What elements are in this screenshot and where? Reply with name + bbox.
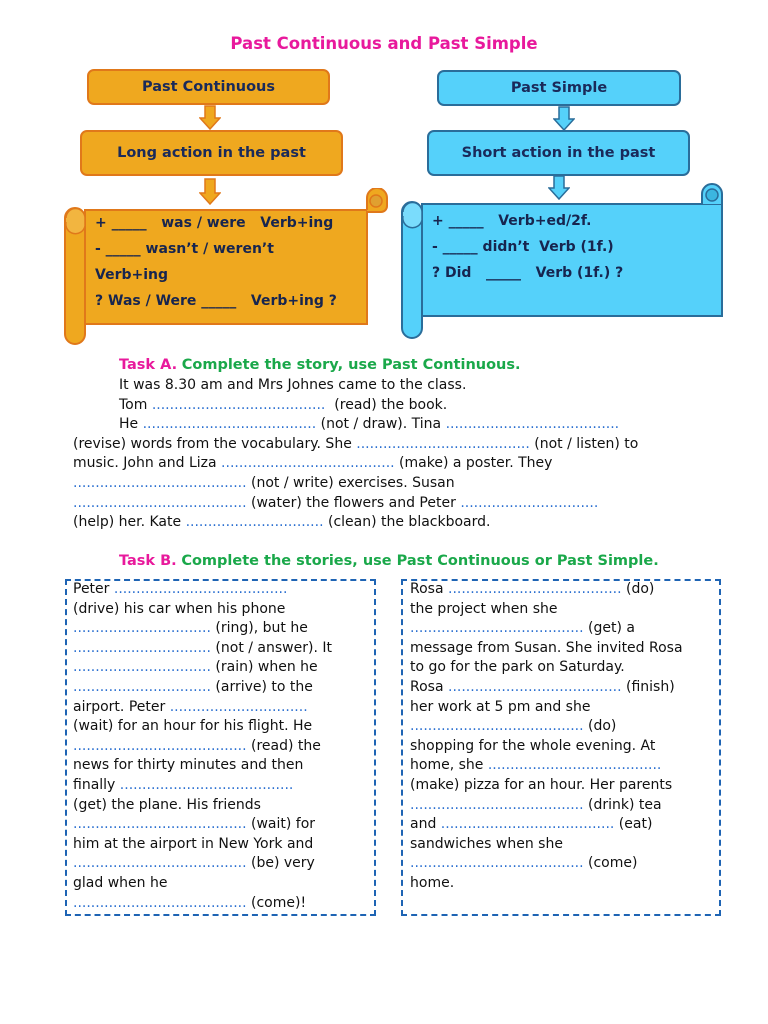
rule-positive: + _____ Verb+ed/2f. — [432, 213, 592, 229]
story-line — [73, 756, 373, 776]
blank-field[interactable]: ....................................... — [73, 494, 247, 511]
past-simple-use-label: Short action in the past — [461, 145, 656, 161]
story-text: and — [410, 816, 441, 833]
story-line — [73, 658, 373, 678]
story-line — [73, 894, 373, 914]
task-a-label: Task A. — [119, 357, 178, 373]
blank-field[interactable]: ....................................... — [445, 416, 620, 433]
story-line — [410, 776, 718, 796]
blank-field[interactable]: ............................... — [73, 659, 211, 676]
story-text: home, she — [410, 757, 488, 774]
story-text: (make) a poster. They — [394, 455, 553, 472]
story-text: (clean) the blackboard. — [323, 514, 491, 531]
blank-field[interactable]: ....................................... — [440, 816, 615, 833]
story-text: (rain) when he — [210, 659, 318, 676]
story-line — [73, 815, 373, 835]
page-title: Past Continuous and Past Simple — [230, 34, 538, 53]
story-text: (get) the plane. His friends — [73, 796, 261, 813]
past-continuous-header — [87, 69, 330, 105]
story-line — [410, 796, 718, 816]
story-line — [73, 678, 373, 698]
story-line — [73, 854, 373, 874]
story-peter — [73, 580, 373, 913]
story-text: (not / answer). It — [210, 639, 332, 656]
story-text: (water) the flowers and Peter — [246, 494, 461, 511]
story-text: airport. Peter — [73, 698, 170, 715]
story-line — [73, 396, 723, 416]
story-text: glad when he — [73, 874, 168, 891]
story-text: (not / write) exercises. Susan — [246, 474, 455, 491]
blank-field[interactable]: ....................................... — [73, 894, 247, 911]
blank-field[interactable]: ....................................... — [113, 581, 288, 597]
blank-field[interactable]: ....................................... — [142, 416, 317, 433]
story-line — [73, 796, 373, 816]
blank-field[interactable]: ....................................... — [448, 678, 622, 695]
story-text: (ring), but he — [210, 620, 308, 637]
past-continuous-use-label: Long action in the past — [117, 145, 306, 161]
story-text: Rosa — [410, 581, 448, 597]
task-b-instruction: Complete the stories, use Past Continuous or Past Simple. — [181, 553, 659, 569]
blank-field[interactable]: ....................................... — [73, 855, 247, 872]
story-line — [410, 737, 718, 757]
story-text: music. John and Liza — [73, 455, 222, 472]
story-line — [410, 600, 718, 620]
story-line — [73, 376, 723, 396]
story-line — [73, 776, 373, 796]
story-line — [410, 619, 718, 639]
blank-field[interactable]: ............................... — [73, 678, 211, 695]
story-text: (drink) tea — [583, 796, 662, 813]
story-text: finally — [73, 776, 120, 793]
story-line — [410, 580, 718, 600]
arrow-down-icon — [199, 105, 221, 130]
blank-field[interactable]: ....................................... — [410, 796, 584, 813]
past-simple-header — [437, 70, 681, 106]
story-text: (read) the book. — [325, 396, 448, 413]
story-text: home. — [410, 874, 455, 891]
past-simple-header-label: Past Simple — [510, 80, 608, 96]
story-text: (do) — [621, 581, 655, 597]
rule-negative: - _____ didn’t Verb (1f.) — [432, 239, 614, 255]
story-line — [410, 658, 718, 678]
story-text: (come)! — [246, 894, 307, 911]
blank-field[interactable]: ....................................... — [73, 737, 247, 754]
story-line — [410, 874, 718, 894]
blank-field[interactable]: ....................................... — [73, 816, 247, 833]
task-a-story — [73, 376, 723, 533]
blank-field[interactable]: ....................................... — [221, 455, 395, 472]
story-line — [410, 717, 718, 737]
rule-negative-cont: Verb+ing — [95, 267, 169, 283]
blank-field[interactable]: ....................................... — [73, 474, 247, 491]
story-text: He — [119, 416, 143, 433]
task-b-label: Task B. — [119, 553, 177, 569]
rule-question: ? Did _____ Verb (1f.) ? — [432, 265, 624, 281]
arrow-down-icon — [553, 106, 575, 131]
story-line — [73, 737, 373, 757]
past-continuous-header-label: Past Continuous — [141, 79, 276, 95]
blank-field[interactable]: ....................................... — [487, 757, 662, 774]
story-text: (read) the — [246, 737, 321, 754]
story-text: him at the airport in New York and — [73, 835, 314, 852]
story-text: It was 8.30 am and Mrs Johnes came to the class. — [119, 377, 467, 393]
blank-field[interactable]: ....................................... — [410, 855, 584, 872]
story-text: (wait) for — [246, 816, 316, 833]
story-text: (help) her. Kate — [73, 514, 186, 531]
story-line — [410, 639, 718, 659]
story-line — [73, 454, 723, 474]
story-rosa — [410, 580, 718, 894]
story-line — [410, 854, 718, 874]
task-a-heading — [119, 356, 521, 376]
story-text: shopping for the whole evening. At — [410, 737, 656, 754]
story-text: (revise) words from the vocabulary. She — [73, 435, 357, 452]
blank-field[interactable]: ............................... — [460, 494, 599, 511]
story-text: (eat) — [614, 816, 653, 833]
story-text: (wait) for an hour for his flight. He — [73, 718, 313, 735]
story-text: (drive) his car when his phone — [73, 600, 286, 617]
story-text: (not / draw). Tina — [316, 416, 446, 433]
blank-field[interactable]: ....................................... — [410, 620, 584, 637]
blank-field[interactable]: ............................... — [185, 514, 324, 531]
story-line — [73, 835, 373, 855]
story-line — [73, 494, 723, 514]
story-text: Peter — [73, 581, 114, 597]
past-continuous-use — [80, 130, 343, 176]
story-line — [73, 474, 723, 494]
story-line — [73, 639, 373, 659]
story-text: Tom — [119, 396, 152, 413]
story-line — [73, 717, 373, 737]
story-text: Rosa — [410, 678, 448, 695]
story-text: sandwiches when she — [410, 835, 563, 852]
story-text: (get) a — [583, 620, 635, 637]
story-text: to go for the park on Saturday. — [410, 659, 625, 676]
task-b-heading — [119, 552, 659, 572]
story-text: (not / listen) to — [529, 435, 639, 452]
story-line — [73, 580, 373, 600]
story-line — [410, 756, 718, 776]
blank-field[interactable]: ....................................... — [119, 776, 294, 793]
blank-field[interactable]: ....................................... — [151, 396, 326, 413]
blank-field[interactable]: ............................... — [169, 698, 308, 715]
story-text: message from Susan. She invited Rosa — [410, 639, 683, 656]
past-continuous-rules — [95, 210, 385, 314]
blank-field[interactable]: ....................................... — [356, 435, 530, 452]
story-text: (make) pizza for an hour. Her parents — [410, 776, 673, 793]
story-text: (arrive) to the — [210, 678, 313, 695]
story-text: (be) very — [246, 855, 315, 872]
blank-field[interactable]: ............................... — [73, 620, 211, 637]
story-text: news for thirty minutes and then — [73, 757, 304, 774]
blank-field[interactable]: ............................... — [73, 639, 211, 656]
story-line — [73, 874, 373, 894]
story-line — [410, 835, 718, 855]
blank-field[interactable]: ....................................... — [410, 718, 584, 735]
story-line — [73, 600, 373, 620]
story-line — [73, 513, 723, 533]
past-simple-use — [427, 130, 690, 176]
story-text: (come) — [583, 855, 638, 872]
story-text: her work at 5 pm and she — [410, 698, 591, 715]
past-simple-rules — [432, 208, 722, 286]
story-text: the project when she — [410, 600, 558, 617]
story-line — [73, 698, 373, 718]
blank-field[interactable]: ....................................... — [448, 581, 622, 597]
story-text: (finish) — [621, 678, 675, 695]
story-line — [73, 435, 723, 455]
task-a-instruction: Complete the story, use Past Continuous. — [181, 357, 521, 373]
story-line — [410, 815, 718, 835]
story-line — [410, 678, 718, 698]
story-line — [73, 619, 373, 639]
story-text: (do) — [583, 718, 617, 735]
story-line — [410, 698, 718, 718]
rule-question: ? Was / Were _____ Verb+ing ? — [95, 293, 337, 309]
story-line — [73, 415, 723, 435]
rule-positive: + _____ was / were Verb+ing — [95, 215, 334, 231]
rule-negative: - _____ wasn’t / weren’t — [95, 241, 274, 257]
